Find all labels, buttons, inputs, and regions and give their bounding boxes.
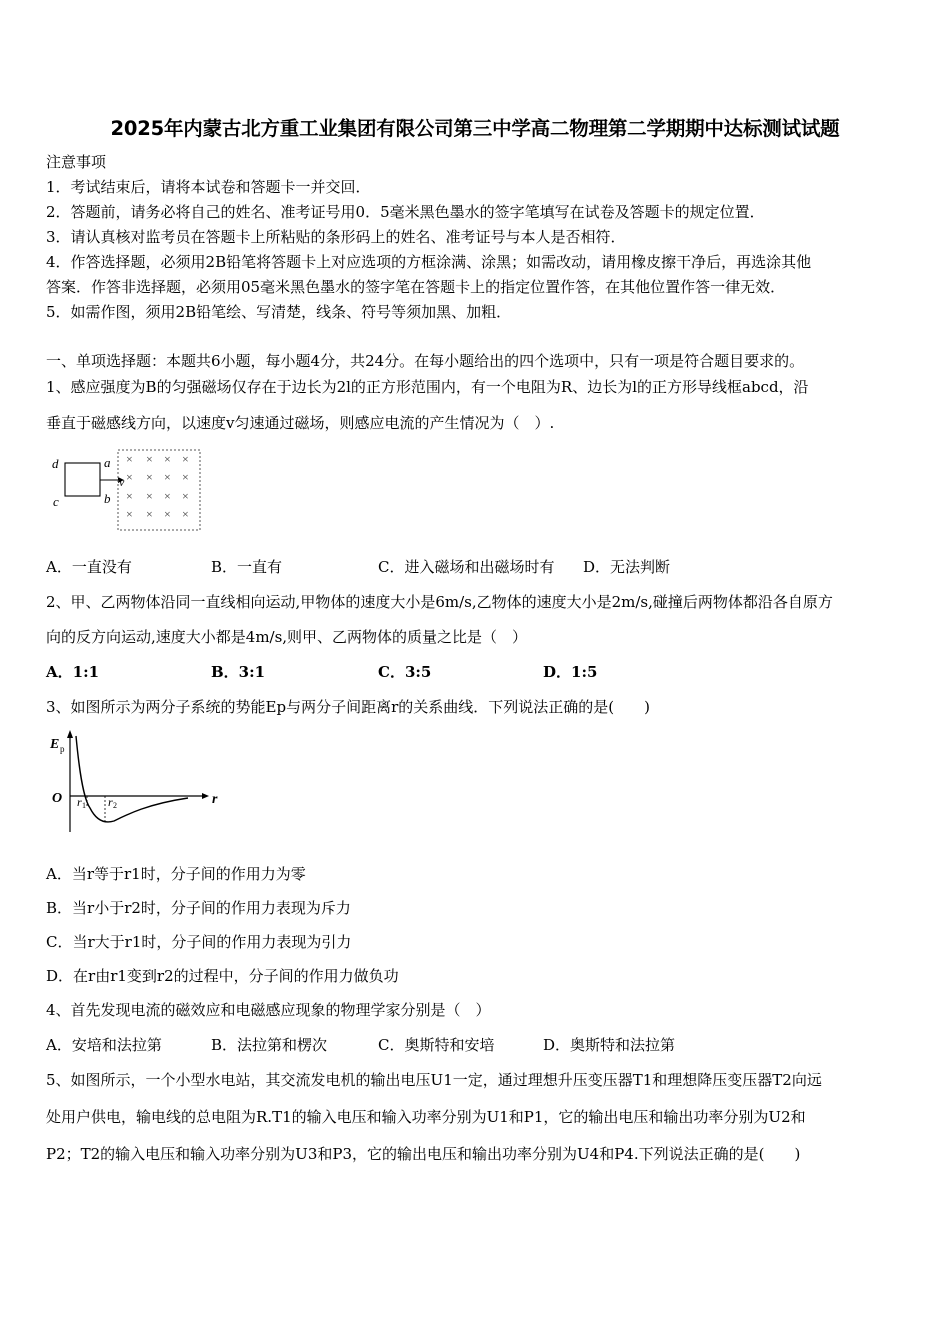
q3-text: 3、如图所示为两分子系统的势能Ep与两分子间距离r的关系曲线．下列说法正确的是( ) [46,698,650,716]
page-title: 2025年内蒙古北方重工业集团有限公司第三中学高二物理第二学期期中达标测试试题 [110,117,840,140]
q2-option-d: D．1:5 [543,663,598,681]
q4-option-d: D．奥斯特和法拉第 [543,1036,676,1054]
y-axis-label-sub: p [60,744,65,754]
label-a: a [104,455,111,470]
ep-curve [76,736,188,822]
y-axis-arrow [67,730,73,738]
q2-text: 向的反方向运动,速度大小都是4m/s,则甲、乙两物体的质量之比是（ ） [46,628,528,646]
q1-option-c: C．进入磁场和出磁场时有 [378,558,555,576]
wire-frame [65,463,100,496]
note-item: 3．请认真核对监考员在答题卡上所粘贴的条形码上的姓名、准考证号与本人是否相符． [46,228,626,246]
svg-text:×: × [146,452,153,466]
q2-option-b: B．3:1 [211,663,266,681]
q1-text: 垂直于磁感线方向，以速度v匀速通过磁场，则感应电流的产生情况为（ ）. [46,414,555,432]
note-item: 1．考试结束后，请将本试卷和答题卡一并交回． [46,178,371,196]
q1-option-b: B．一直有 [211,558,283,576]
q2-option-c: C．3:5 [378,663,432,681]
svg-text:×: × [182,470,189,484]
svg-text:×: × [126,507,133,521]
q5-text: P2；T2的输入电压和输入功率分别为U3和P3，它的输出电压和输出功率分别为U4和P4.下列说法正确的是( ) [46,1145,801,1163]
q4-option-c: C．奥斯特和安培 [378,1036,495,1054]
svg-text:×: × [164,507,171,521]
q5-text: 5、如图所示，一个小型水电站，其交流发电机的输出电压U1一定，通过理想升压变压器T1和理想降压变压器T2向远 [46,1071,822,1089]
label-b: b [104,491,111,506]
q3-potential-energy-figure [46,728,216,836]
q1-option-a: A．一直没有 [46,558,132,576]
section-heading: 一、单项选择题：本题共6小题，每小题4分，共24分。在每小题给出的四个选项中，只有一项是符合题目要求的。 [46,352,805,370]
q1-magnetic-field-figure [48,448,208,534]
r2-label: r [108,795,113,809]
field-crosses [126,452,189,521]
svg-text:×: × [126,489,133,503]
note-item: 4．作答选择题，必须用2B铅笔将答题卡上对应选项的方框涂满、涂黑；如需改动，请用橡皮擦干净后，再选涂其他 [46,253,812,271]
r2-label-sub: 2 [113,801,117,810]
note-item: 2．答题前，请务必将自己的姓名、准考证号用0．5毫米黑色墨水的签字笔填写在试卷及答题卡的规定位置． [46,203,765,221]
note-item: 5．如需作图，须用2B铅笔绘、写清楚，线条、符号等须加黑、加粗． [46,303,512,321]
q3-option-a: A．当r等于r1时，分子间的作用力为零 [46,865,306,883]
svg-text:×: × [146,489,153,503]
q1-text: 1、感应强度为B的匀强磁场仅存在于边长为2l的正方形范围内，有一个电阻为R、边长为l的正方形导线框abcd，沿 [46,378,809,396]
svg-text:×: × [182,507,189,521]
q3-option-d: D．在r由r1变到r2的过程中，分子间的作用力做负功 [46,967,399,985]
r1-label: r [77,795,82,809]
q3-option-b: B．当r小于r2时，分子间的作用力表现为斥力 [46,899,351,917]
q4-option-a: A．安培和法拉第 [46,1036,162,1054]
q1-option-d: D．无法判断 [583,558,671,576]
y-axis-label: E [50,737,60,752]
svg-text:×: × [182,489,189,503]
label-c: c [53,494,59,509]
r1-label-sub: 1 [82,801,86,810]
q4-text: 4、首先发现电流的磁效应和电磁感应现象的物理学家分别是（ ） [46,1001,491,1019]
q2-text: 2、甲、乙两物体沿同一直线相向运动,甲物体的速度大小是6m/s,乙物体的速度大小是2m/s,碰撞后两物体都沿各自原方 [46,593,833,611]
x-axis-arrow [202,793,209,799]
svg-text:×: × [164,470,171,484]
svg-text:×: × [164,489,171,503]
q5-text: 处用户供电，输电线的总电阻为R.T1的输入电压和输入功率分别为U1和P1，它的输出电压和输出功率分别为U2和 [46,1108,806,1126]
svg-text:×: × [182,452,189,466]
note-item: 答案．作答非选择题，必须用05毫米黑色墨水的签字笔在答题卡上的指定位置作答，在其他位置作答一律无效． [46,278,786,296]
svg-text:×: × [146,507,153,521]
svg-text:×: × [146,470,153,484]
x-axis-label: r [212,792,218,807]
label-d: d [52,456,59,471]
origin-label: O [52,791,63,806]
label-v: v [119,475,125,489]
svg-text:×: × [126,452,133,466]
q4-option-b: B．法拉第和楞次 [211,1036,328,1054]
q2-option-a: A．1:1 [46,663,100,681]
notes-heading: 注意事项 [46,153,107,171]
q3-option-c: C．当r大于r1时，分子间的作用力表现为引力 [46,933,352,951]
svg-text:×: × [126,470,133,484]
svg-text:×: × [164,452,171,466]
